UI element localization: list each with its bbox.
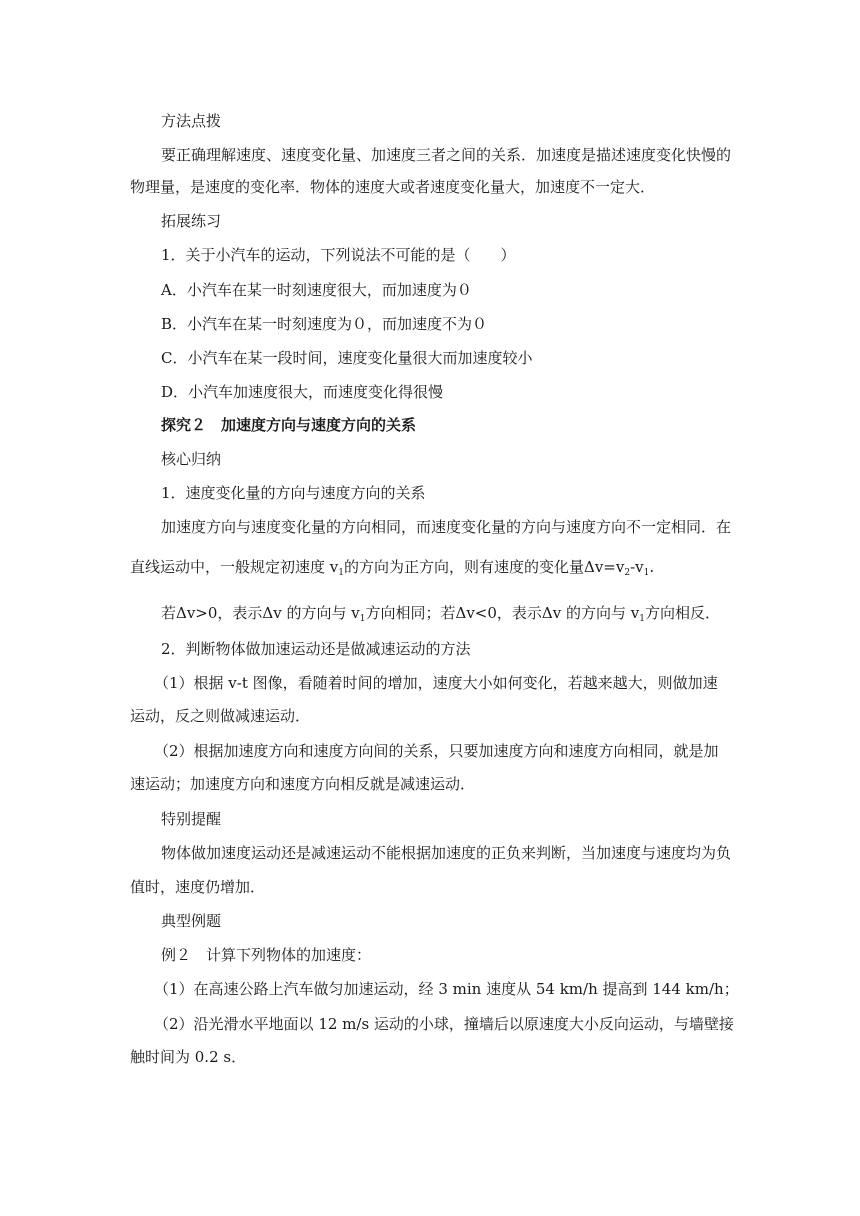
item2-p1-line-2: 运动，反之则做减速运动． <box>130 707 311 725</box>
option-a: A．小汽车在某一时刻速度很大，而加速度为０ <box>161 281 472 299</box>
option-c: C．小汽车在某一段时间，速度变化量很大而加速度较小 <box>161 349 533 367</box>
explore2-title: 探究２ 加速度方向与速度方向的关系 <box>161 416 417 434</box>
item1-line-3: 若Δv>0，表示Δv 的方向与 $v_1$方向相同；若Δv<0，表示Δv 的方向与 $v_1$方向相反． <box>161 604 720 624</box>
item2-p2-line-2: 速运动；加速度方向和速度方向相反就是减速运动． <box>130 775 476 793</box>
item2-p2-line-1: （2）根据加速度方向和速度方向间的关系，只要加速度方向和速度方向相同，就是加 <box>154 742 719 760</box>
example-part-2-line-2: 触时间为 0.2 s． <box>130 1048 247 1066</box>
method-tip-heading: 方法点拨 <box>161 112 222 130</box>
item1-line-1: 加速度方向与速度变化量的方向相同，而速度变化量的方向与速度方向不一定相同．在 <box>161 518 732 536</box>
method-tip-paragraph-line-1: 要正确理解速度、速度变化量、加速度三者之间的关系．加速度是描述速度变化快慢的 <box>161 146 732 164</box>
example-part-1: （1）在高速公路上汽车做匀加速运动，经 3 min 速度从 54 km/h 提高到 144 km/h； <box>154 980 739 998</box>
example-heading: 典型例题 <box>161 912 222 930</box>
example-title: 例２ 计算下列物体的加速度： <box>161 946 372 964</box>
core-heading: 核心归纳 <box>161 450 222 468</box>
item2-title: 2．判断物体做加速运动还是做减速运动的方法 <box>161 640 471 658</box>
special-note-line-1: 物体做加速度运动还是减速运动不能根据加速度的正负来判断，当加速度与速度均为负 <box>161 844 732 862</box>
practice-heading: 拓展练习 <box>161 212 222 230</box>
item2-p1-line-1: （1）根据 v-t 图像，看随着时间的增加，速度大小如何变化，若越来越大，则做加速 <box>154 674 718 692</box>
item1-title: 1．速度变化量的方向与速度方向的关系 <box>161 484 426 502</box>
item1-line-2: 直线运动中，一般规定初速度 $v_1$的方向为正方向，则有速度的变化量$\Delta v=v_2-v_1$. <box>130 558 655 578</box>
practice-question: 1．关于小汽车的运动，下列说法不可能的是（ ） <box>161 246 516 264</box>
example-part-2-line-1: （2）沿光滑水平地面以 12 m/s 运动的小球，撞墙后以原速度大小反向运动，与墙壁接 <box>154 1015 734 1033</box>
special-note-line-2: 值时，速度仍增加． <box>130 878 266 896</box>
option-d: D．小汽车加速度很大，而速度变化得很慢 <box>161 383 444 401</box>
special-note-heading: 特别提醒 <box>161 810 222 828</box>
method-tip-paragraph-line-2: 物理量，是速度的变化率．物体的速度大或者速度变化量大，加速度不一定大． <box>130 178 656 196</box>
option-b: B．小汽车在某一时刻速度为０，而加速度不为０ <box>161 315 488 333</box>
